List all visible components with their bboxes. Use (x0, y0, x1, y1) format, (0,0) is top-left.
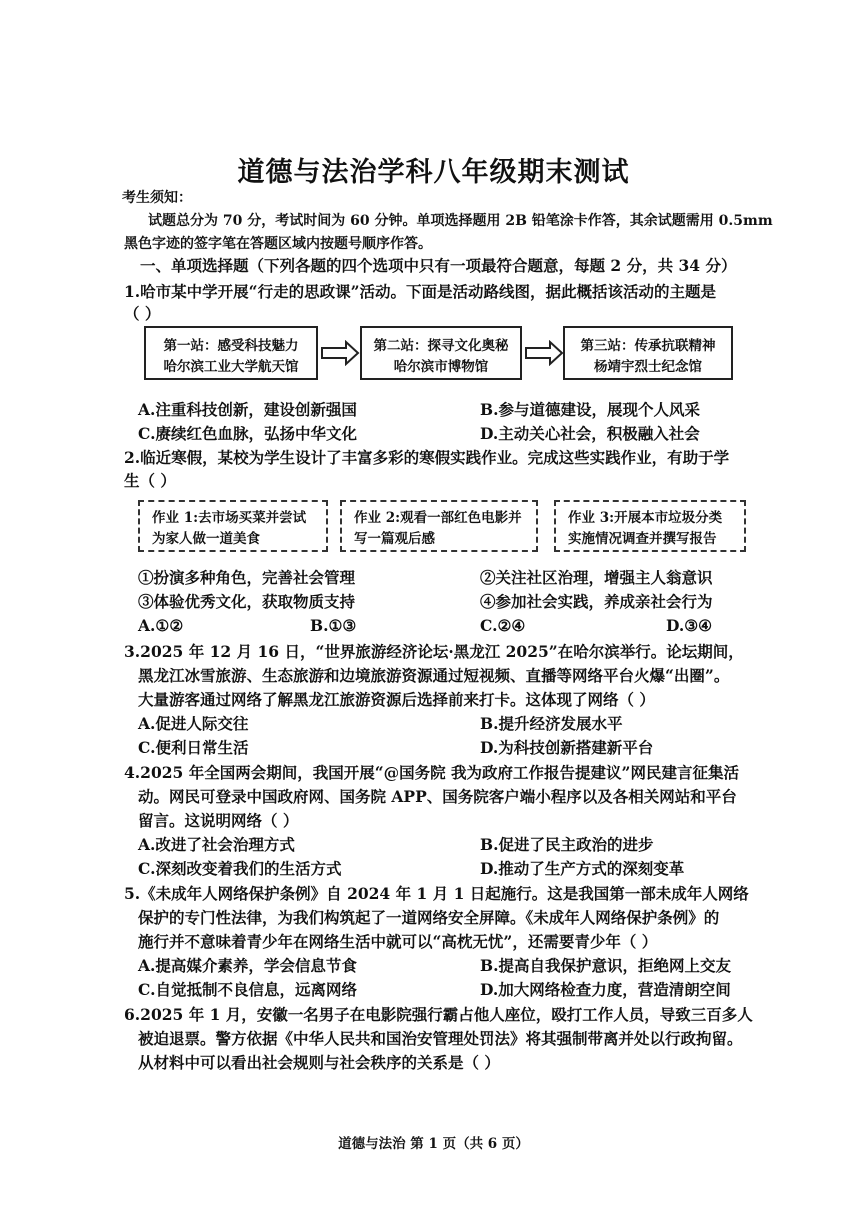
q2-stem-line-1: 2.临近寒假，某校为学生设计了丰富多彩的寒假实践作业。完成这些实践作业，有助于学 (124, 448, 730, 467)
q3-option-d: D.为科技创新搭建新平台 (480, 738, 654, 757)
q1-station-3-line-2: 杨靖宇烈士纪念馆 (594, 359, 702, 375)
notice-line-2: 黑色字迹的签字笔在答题区域内按题号顺序作答。 (124, 236, 432, 252)
q5-option-a: A.提高媒介素养，学会信息节食 (138, 956, 357, 975)
q4-option-b: B.促进了民主政治的进步 (480, 835, 654, 854)
q1-station-2-line-2: 哈尔滨市博物馆 (393, 359, 489, 375)
q4-stem-line-3: 留言。这说明网络（ ） (138, 811, 299, 830)
q5-option-b: B.提高自我保护意识，拒绝网上交友 (480, 956, 731, 975)
q1-stem-line-2: （ ） (124, 304, 161, 323)
notice-line-1: 试题总分为 70 分，考试时间为 60 分钟。单项选择题用 2B 铅笔涂卡作答，其余试题需用 0.5mm (148, 213, 773, 229)
q2-item-3: ③体验优秀文化，获取物质支持 (138, 592, 356, 611)
q2-option-b: B.①③ (310, 616, 357, 635)
q4-option-d: D.推动了生产方式的深刻变革 (480, 859, 685, 878)
q5-option-d: D.加大网络检查力度，营造清朗空间 (480, 980, 731, 999)
q3-stem-line-3: 大量游客通过网络了解黑龙江旅游资源后选择前来打卡。这体现了网络（ ） (138, 690, 655, 709)
q5-stem-line-3: 施行并不意味着青少年在网络生活中就可以“高枕无忧”，还需要青少年（ ） (138, 932, 658, 951)
q2-option-d: D.③④ (666, 616, 713, 635)
q4-stem-line-1: 4.2025 年全国两会期间，我国开展“@国务院 我为政府工作报告提建议”网民建言征集活 (124, 763, 739, 782)
q2-item-2: ②关注社区治理，增强主人翁意识 (480, 568, 713, 587)
q3-stem-line-1: 3.2025 年 12 月 16 日，“世界旅游经济论坛·黑龙江 2025”在哈尔滨举行。论坛期间， (124, 642, 744, 661)
section-1-heading: 一、单项选择题（下列各题的四个选项中只有一项最符合题意，每题 2 分，共 34 分） (140, 256, 737, 275)
q5-option-c: C.自觉抵制不良信息，远离网络 (138, 980, 357, 999)
q2-task-3-line-2: 实施情况调查并撰写报告 (568, 531, 717, 547)
q6-stem-line-1: 6.2025 年 1 月，安徽一名男子在电影院强行霸占他人座位，殴打工作人员，导致三百多人 (124, 1005, 753, 1024)
q2-option-c: C.②④ (480, 616, 526, 635)
q2-item-1: ①扮演多种角色，完善社会管理 (138, 568, 356, 587)
q2-task-3 (554, 500, 746, 552)
q1-option-a: A.注重科技创新，建设创新强国 (138, 400, 357, 419)
q6-stem-line-3: 从材料中可以看出社会规则与社会秩序的关系是（ ） (138, 1053, 500, 1072)
q1-station-1 (144, 326, 318, 380)
arrow-right-icon (320, 340, 360, 366)
q2-task-2 (340, 500, 538, 552)
q2-task-2-line-2: 写一篇观后感 (354, 531, 435, 547)
q3-option-a: A.促进人际交往 (138, 714, 249, 733)
q1-option-d: D.主动关心社会，积极融入社会 (480, 424, 700, 443)
q2-task-1-line-1: 作业 1:去市场买菜并尝试 (152, 510, 307, 526)
q1-option-c: C.赓续红色血脉，弘扬中华文化 (138, 424, 357, 443)
exam-title: 道德与法治学科八年级期末测试 (237, 157, 630, 188)
q2-task-1-line-2: 为家人做一道美食 (152, 531, 260, 547)
q2-item-4: ④参加社会实践，养成亲社会行为 (480, 592, 713, 611)
q2-task-1 (138, 500, 328, 552)
arrow-right-icon (524, 340, 564, 366)
page-footer: 道德与法治 第 1 页（共 6 页） (338, 1136, 529, 1152)
q1-station-1-line-2: 哈尔滨工业大学航天馆 (163, 359, 299, 375)
q4-stem-line-2: 动。网民可登录中国政府网、国务院 APP、国务院客户端小程序以及各相关网站和平台 (138, 787, 737, 806)
q1-station-2-line-1: 第二站：探寻文化奥秘 (373, 338, 509, 354)
q5-stem-line-2: 保护的专门性法律，为我们构筑起了一道网络安全屏障。《未成年人网络保护条例》的 (138, 908, 720, 927)
q1-station-3-line-1: 第三站：传承抗联精神 (580, 338, 716, 354)
q1-station-1-line-1: 第一站：感受科技魅力 (163, 338, 299, 354)
q4-option-c: C.深刻改变着我们的生活方式 (138, 859, 342, 878)
q3-option-c: C.便利日常生活 (138, 738, 249, 757)
q1-station-2 (360, 326, 522, 380)
q2-option-a: A.①② (138, 616, 184, 635)
q3-stem-line-2: 黑龙江冰雪旅游、生态旅游和边境旅游资源通过短视频、直播等网络平台火爆“出圈”。 (138, 666, 730, 685)
q2-stem-line-2: 生（ ） (124, 471, 176, 490)
notice-heading: 考生须知： (122, 190, 192, 206)
q4-option-a: A.改进了社会治理方式 (138, 835, 295, 854)
q1-stem-line-1: 1.哈市某中学开展“行走的思政课”活动。下面是活动路线图，据此概括该活动的主题是 (124, 282, 717, 301)
q2-task-2-line-1: 作业 2:观看一部红色电影并 (354, 510, 522, 526)
q3-option-b: B.提升经济发展水平 (480, 714, 623, 733)
q1-option-b: B.参与道德建设，展现个人风采 (480, 400, 700, 419)
q1-station-3 (563, 326, 733, 380)
q6-stem-line-2: 被迫退票。警方依据《中华人民共和国治安管理处罚法》将其强制带离并处以行政拘留。 (138, 1029, 743, 1048)
q5-stem-line-1: 5.《未成年人网络保护条例》自 2024 年 1 月 1 日起施行。这是我国第一部未成年人网络 (124, 884, 749, 903)
q2-task-3-line-1: 作业 3:开展本市垃圾分类 (568, 510, 723, 526)
